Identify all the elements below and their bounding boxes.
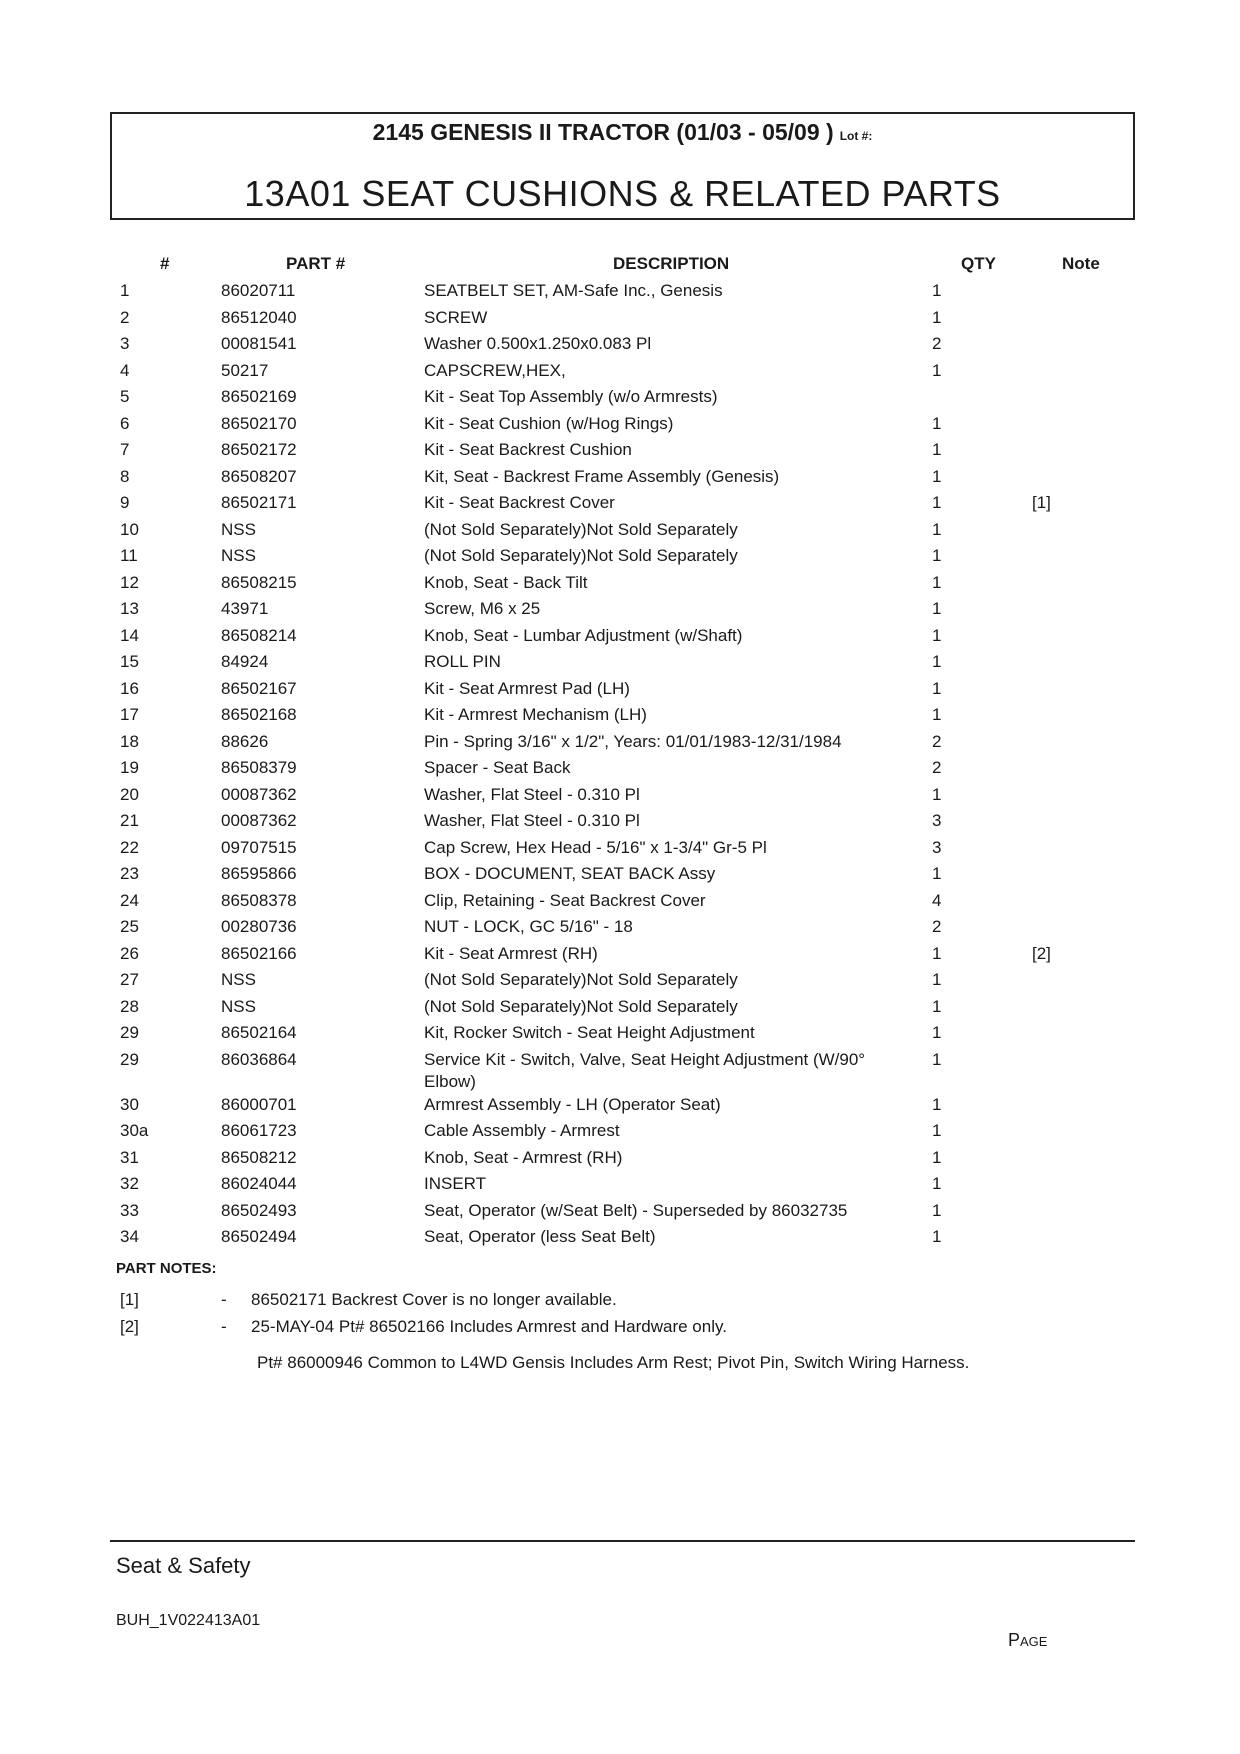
quantity: 1 bbox=[932, 519, 942, 539]
item-number: 18 bbox=[120, 731, 139, 751]
part-description: Service Kit - Switch, Valve, Seat Height Adjustment (W/90° Elbow) bbox=[424, 1049, 866, 1091]
item-number: 30a bbox=[120, 1121, 149, 1140]
part-description: Seat, Operator (w/Seat Belt) - Superseded by 86032735 bbox=[424, 1200, 848, 1220]
part-description: Washer, Flat Steel - 0.310 Pl bbox=[424, 811, 640, 830]
table-row bbox=[0, 331, 1240, 358]
item-number: 2 bbox=[120, 307, 130, 327]
quantity: 1 bbox=[932, 1121, 942, 1140]
table-row bbox=[0, 1171, 1240, 1198]
quantity: 1 bbox=[932, 546, 942, 565]
table-row bbox=[0, 517, 1240, 544]
model-line bbox=[112, 114, 1133, 151]
part-number: 86502494 bbox=[221, 1227, 297, 1246]
part-description: Kit - Armrest Mechanism (LH) bbox=[424, 705, 647, 724]
quantity: 1 bbox=[932, 943, 942, 963]
part-description: Cap Screw, Hex Head - 5/16" x 1-3/4" Gr-5 Pl bbox=[424, 837, 767, 857]
quantity: 1 bbox=[932, 864, 942, 883]
table-row bbox=[0, 596, 1240, 623]
part-description: Knob, Seat - Back Tilt bbox=[424, 572, 588, 592]
note-text: 86502171 Backrest Cover is no longer available. bbox=[251, 1290, 617, 1309]
quantity: 1 bbox=[932, 1049, 942, 1069]
quantity: 2 bbox=[932, 758, 942, 777]
quantity: 1 bbox=[932, 1200, 942, 1220]
part-number: 86502170 bbox=[221, 413, 297, 433]
item-number: 11 bbox=[120, 546, 138, 565]
part-number: 43971 bbox=[221, 599, 269, 618]
item-number: 22 bbox=[120, 837, 139, 857]
quantity: 1 bbox=[932, 652, 942, 671]
part-number: 00087362 bbox=[221, 811, 297, 830]
col-qty-header: QTY bbox=[961, 254, 996, 273]
part-number: 86000701 bbox=[221, 1094, 297, 1114]
table-row bbox=[0, 649, 1240, 676]
table-row bbox=[0, 570, 1240, 597]
part-number: 86502166 bbox=[221, 943, 297, 963]
part-description: Kit - Seat Backrest Cushion bbox=[424, 440, 632, 459]
quantity: 1 bbox=[932, 493, 942, 512]
part-notes-label: PART NOTES: bbox=[116, 1260, 217, 1277]
part-number: 88626 bbox=[221, 731, 269, 751]
table-row bbox=[0, 1047, 1240, 1092]
quantity: 1 bbox=[932, 466, 942, 486]
table-row bbox=[0, 967, 1240, 994]
quantity: 3 bbox=[932, 837, 942, 857]
item-number: 24 bbox=[120, 890, 139, 910]
part-number: 86512040 bbox=[221, 307, 297, 327]
footer-section-name: Seat & Safety bbox=[116, 1553, 251, 1578]
note-extra: Pt# 86000946 Common to L4WD Gensis Includes Arm Rest; Pivot Pin, Switch Wiring Harness. bbox=[257, 1353, 970, 1372]
part-description: Washer 0.500x1.250x0.083 Pl bbox=[424, 334, 652, 353]
part-description: (Not Sold Separately)Not Sold Separately bbox=[424, 996, 738, 1016]
part-number: 86508214 bbox=[221, 625, 297, 645]
part-description: (Not Sold Separately)Not Sold Separately bbox=[424, 970, 738, 989]
part-description: Seat, Operator (less Seat Belt) bbox=[424, 1227, 656, 1246]
table-row bbox=[0, 1020, 1240, 1047]
part-number: 00280736 bbox=[221, 917, 297, 936]
quantity: 1 bbox=[932, 784, 942, 804]
part-description: Kit, Rocker Switch - Seat Height Adjustment bbox=[424, 1023, 755, 1042]
part-number: 86061723 bbox=[221, 1121, 297, 1140]
table-row bbox=[0, 755, 1240, 782]
part-description: Spacer - Seat Back bbox=[424, 758, 571, 777]
quantity: 1 bbox=[932, 1227, 942, 1246]
part-number: 86508212 bbox=[221, 1147, 297, 1167]
item-number: 14 bbox=[120, 625, 139, 645]
item-number: 8 bbox=[120, 466, 130, 486]
part-number: 86502164 bbox=[221, 1023, 297, 1042]
quantity: 1 bbox=[932, 1023, 942, 1042]
quantity: 1 bbox=[932, 360, 942, 380]
part-number: 86508215 bbox=[221, 572, 297, 592]
quantity: 1 bbox=[932, 413, 942, 433]
quantity: 1 bbox=[932, 1094, 942, 1114]
part-number: 86502169 bbox=[221, 387, 297, 406]
quantity: 1 bbox=[932, 705, 942, 724]
table-row bbox=[0, 1224, 1240, 1251]
table-row bbox=[0, 808, 1240, 835]
table-row bbox=[0, 729, 1240, 756]
part-description: Cable Assembly - Armrest bbox=[424, 1121, 620, 1140]
item-number: 31 bbox=[120, 1147, 139, 1167]
table-row bbox=[0, 437, 1240, 464]
table-row bbox=[0, 1198, 1240, 1225]
part-number: 86024044 bbox=[221, 1174, 297, 1193]
table-row bbox=[0, 861, 1240, 888]
table-row bbox=[0, 1118, 1240, 1145]
part-number: 00087362 bbox=[221, 784, 297, 804]
item-number: 12 bbox=[120, 572, 139, 592]
note-ref: [2] bbox=[120, 1317, 139, 1336]
note-dash: - bbox=[221, 1290, 227, 1309]
model-title: 2145 GENESIS II TRACTOR (01/03 - 05/09 ) bbox=[372, 119, 834, 145]
part-number: 86020711 bbox=[221, 281, 296, 300]
part-number: 86595866 bbox=[221, 864, 297, 883]
part-number: 84924 bbox=[221, 652, 269, 671]
part-number: NSS bbox=[221, 996, 256, 1016]
footer-page-label bbox=[1008, 1630, 1047, 1651]
part-description: Knob, Seat - Armrest (RH) bbox=[424, 1147, 623, 1167]
quantity: 4 bbox=[932, 890, 942, 910]
note-ref: [1] bbox=[120, 1290, 139, 1309]
table-row bbox=[0, 782, 1240, 809]
item-number: 26 bbox=[120, 943, 139, 963]
part-number: 86502172 bbox=[221, 440, 297, 459]
note-ref: [1] bbox=[1032, 493, 1051, 512]
part-description: (Not Sold Separately)Not Sold Separately bbox=[424, 519, 738, 539]
item-number: 7 bbox=[120, 440, 130, 459]
part-number: 86508207 bbox=[221, 466, 297, 486]
table-row bbox=[0, 411, 1240, 438]
item-number: 4 bbox=[120, 360, 130, 380]
item-number: 33 bbox=[120, 1200, 139, 1220]
part-number: 09707515 bbox=[221, 837, 297, 857]
parts-table bbox=[0, 278, 1240, 1251]
part-description: ROLL PIN bbox=[424, 652, 501, 671]
part-description: SEATBELT SET, AM-Safe Inc., Genesis bbox=[424, 281, 723, 300]
quantity: 1 bbox=[932, 599, 942, 618]
part-description: CAPSCREW,HEX, bbox=[424, 360, 566, 380]
note-ref: [2] bbox=[1032, 943, 1051, 963]
table-row bbox=[0, 888, 1240, 915]
table-row bbox=[0, 384, 1240, 411]
part-description: Kit - Seat Armrest (RH) bbox=[424, 943, 598, 963]
item-number: 16 bbox=[120, 678, 139, 698]
item-number: 29 bbox=[120, 1023, 139, 1042]
note-dash: - bbox=[221, 1317, 227, 1336]
col-num-header: # bbox=[160, 254, 170, 273]
part-description: Kit - Seat Top Assembly (w/o Armrests) bbox=[424, 387, 718, 406]
item-number: 30 bbox=[120, 1094, 139, 1114]
part-number: 86502493 bbox=[221, 1200, 297, 1220]
table-row bbox=[0, 464, 1240, 491]
part-number: NSS bbox=[221, 519, 256, 539]
part-description: (Not Sold Separately)Not Sold Separately bbox=[424, 546, 738, 565]
quantity: 1 bbox=[932, 440, 942, 459]
quantity: 1 bbox=[932, 678, 942, 698]
part-description: BOX - DOCUMENT, SEAT BACK Assy bbox=[424, 864, 716, 883]
table-row bbox=[0, 623, 1240, 650]
part-number: 86502168 bbox=[221, 705, 297, 724]
col-note-header: Note bbox=[1062, 254, 1100, 273]
item-number: 19 bbox=[120, 758, 139, 777]
table-row bbox=[0, 490, 1240, 517]
col-part-header: PART # bbox=[286, 254, 346, 273]
part-number: 86508379 bbox=[221, 758, 297, 777]
part-description: Washer, Flat Steel - 0.310 Pl bbox=[424, 784, 640, 804]
part-description: Kit - Seat Armrest Pad (LH) bbox=[424, 678, 630, 698]
item-number: 13 bbox=[120, 599, 139, 618]
item-number: 3 bbox=[120, 334, 130, 353]
item-number: 5 bbox=[120, 387, 130, 406]
part-number: NSS bbox=[221, 970, 256, 989]
item-number: 29 bbox=[120, 1049, 139, 1069]
quantity: 1 bbox=[932, 281, 942, 300]
part-description: Screw, M6 x 25 bbox=[424, 599, 541, 618]
part-description: INSERT bbox=[424, 1174, 487, 1193]
item-number: 28 bbox=[120, 996, 139, 1016]
quantity: 1 bbox=[932, 307, 942, 327]
table-row bbox=[0, 676, 1240, 703]
item-number: 32 bbox=[120, 1174, 139, 1193]
table-row bbox=[0, 305, 1240, 332]
table-row bbox=[0, 543, 1240, 570]
part-description: Kit - Seat Backrest Cover bbox=[424, 493, 615, 512]
item-number: 25 bbox=[120, 917, 139, 936]
item-number: 1 bbox=[120, 281, 130, 300]
quantity: 1 bbox=[932, 996, 942, 1016]
item-number: 27 bbox=[120, 970, 139, 989]
part-description: Armrest Assembly - LH (Operator Seat) bbox=[424, 1094, 721, 1114]
table-row bbox=[0, 835, 1240, 862]
lot-label: Lot #: bbox=[839, 129, 873, 143]
footer-doc-code: BUH_1V022413A01 bbox=[116, 1612, 261, 1629]
quantity: 2 bbox=[932, 917, 942, 936]
item-number: 15 bbox=[120, 652, 139, 671]
part-number: 50217 bbox=[221, 360, 269, 380]
item-number: 23 bbox=[120, 864, 139, 883]
item-number: 34 bbox=[120, 1227, 139, 1246]
item-number: 6 bbox=[120, 413, 130, 433]
part-number: 86502167 bbox=[221, 678, 297, 698]
section-title: 13A01 SEAT CUSHIONS & RELATED PARTS bbox=[244, 173, 1001, 214]
footer-divider bbox=[110, 1540, 1135, 1542]
part-description: Kit, Seat - Backrest Frame Assembly (Genesis) bbox=[424, 466, 780, 486]
quantity: 1 bbox=[932, 1147, 942, 1167]
quantity: 1 bbox=[932, 970, 942, 989]
col-desc-header: DESCRIPTION bbox=[613, 254, 730, 273]
item-number: 17 bbox=[120, 705, 139, 724]
table-row bbox=[0, 994, 1240, 1021]
item-number: 21 bbox=[120, 811, 139, 830]
note-text: 25-MAY-04 Pt# 86502166 Includes Armrest and Hardware only. bbox=[251, 1317, 727, 1336]
part-number: 86036864 bbox=[221, 1049, 297, 1069]
quantity: 2 bbox=[932, 334, 942, 353]
table-row bbox=[0, 1145, 1240, 1172]
table-row bbox=[0, 941, 1240, 968]
table-row bbox=[0, 278, 1240, 305]
quantity: 1 bbox=[932, 572, 942, 592]
part-description: Pin - Spring 3/16" x 1/2", Years: 01/01/1983-12/31/1984 bbox=[424, 731, 842, 751]
page-label-text: Page bbox=[1008, 1630, 1048, 1650]
table-row bbox=[0, 914, 1240, 941]
part-description: Knob, Seat - Lumbar Adjustment (w/Shaft) bbox=[424, 625, 743, 645]
item-number: 20 bbox=[120, 784, 139, 804]
part-number: 86508378 bbox=[221, 890, 297, 910]
header-box bbox=[110, 112, 1135, 220]
table-row bbox=[0, 358, 1240, 385]
part-number: 86502171 bbox=[221, 493, 297, 512]
table-row bbox=[0, 702, 1240, 729]
quantity: 2 bbox=[932, 731, 942, 751]
item-number: 9 bbox=[120, 493, 130, 512]
table-row bbox=[0, 1092, 1240, 1119]
quantity: 1 bbox=[932, 1174, 942, 1193]
quantity: 3 bbox=[932, 811, 942, 830]
item-number: 10 bbox=[120, 519, 139, 539]
part-description: SCREW bbox=[424, 307, 488, 327]
quantity: 1 bbox=[932, 625, 942, 645]
part-number: NSS bbox=[221, 546, 256, 565]
part-description: Kit - Seat Cushion (w/Hog Rings) bbox=[424, 413, 674, 433]
table-header bbox=[0, 254, 1240, 276]
part-description: Clip, Retaining - Seat Backrest Cover bbox=[424, 890, 706, 910]
part-description: NUT - LOCK, GC 5/16" - 18 bbox=[424, 917, 633, 936]
part-number: 00081541 bbox=[221, 334, 297, 353]
